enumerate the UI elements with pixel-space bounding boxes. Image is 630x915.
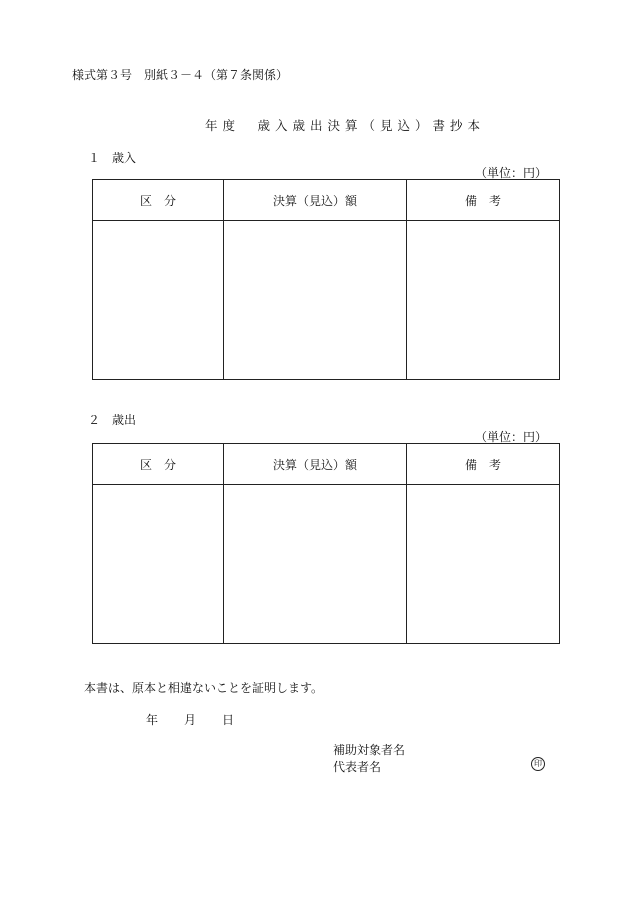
seal-icon: 印 xyxy=(531,757,545,771)
expenditure-heading: ２ 歳出 xyxy=(88,413,137,427)
representative-name-label: 代表者名 xyxy=(333,760,382,774)
amount-cell[interactable] xyxy=(224,221,407,380)
table-header-row xyxy=(93,180,560,221)
amount-cell[interactable] xyxy=(224,485,407,644)
expenditure-unit-note: （単位：円） xyxy=(474,430,547,444)
amount-header: 決算（見込）額 xyxy=(224,444,407,485)
table-row xyxy=(93,485,560,644)
remarks-header: 備 考 xyxy=(407,180,560,221)
category-header: 区 分 xyxy=(93,180,224,221)
category-header: 区 分 xyxy=(93,444,224,485)
document-title: 年度 歳入歳出決算（見込）書抄本 xyxy=(204,118,485,133)
form-number: 様式第３号 別紙３－４（第７条関係） xyxy=(72,68,289,82)
revenue-unit-note: （単位：円） xyxy=(474,166,547,180)
revenue-heading: １ 歳入 xyxy=(88,151,137,165)
date-month-label: 月 xyxy=(184,713,197,727)
remarks-cell[interactable] xyxy=(407,485,560,644)
remarks-cell[interactable] xyxy=(407,221,560,380)
date-year-label: 年 xyxy=(146,713,159,727)
certification-statement: 本書は、原本と相違ないことを証明します。 xyxy=(84,681,324,695)
date-line xyxy=(146,711,234,728)
recipient-name-label: 補助対象者名 xyxy=(333,743,406,757)
category-cell[interactable] xyxy=(93,221,224,380)
date-day-label: 日 xyxy=(222,713,235,727)
category-cell[interactable] xyxy=(93,485,224,644)
expenditure-table xyxy=(92,443,560,644)
table-row xyxy=(93,221,560,380)
remarks-header: 備 考 xyxy=(407,444,560,485)
table-header-row xyxy=(93,444,560,485)
amount-header: 決算（見込）額 xyxy=(224,180,407,221)
revenue-table xyxy=(92,179,560,380)
